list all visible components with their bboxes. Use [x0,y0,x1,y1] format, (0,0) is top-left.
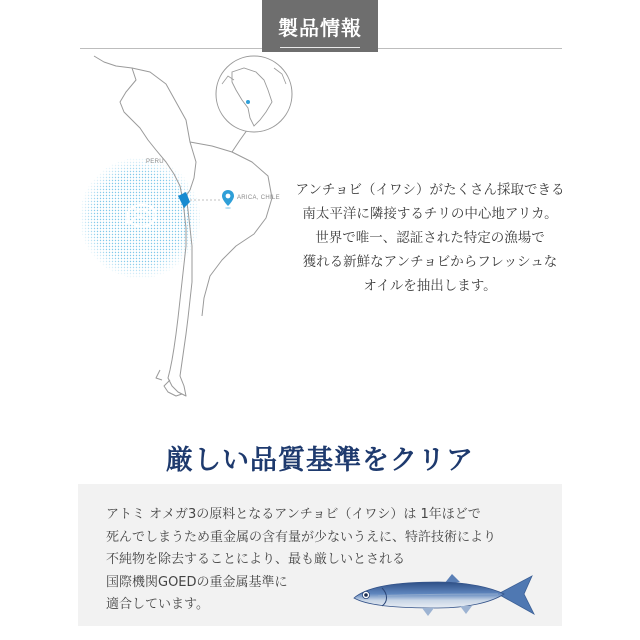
south-america-map [0,50,320,410]
header-tab [262,0,378,52]
description-line: オイルを抽出します。 [363,278,497,294]
info-line: 不純物を除去することにより、最も厳しいとされる [106,552,406,567]
page-title: 製品情報 [278,15,362,40]
info-line: アトミ オメガ3の原料となるアンチョビ（イワシ）は 1年ほどで [106,507,481,522]
info-line: 死んでしまうため重金属の含有量が少ないうえに、特許技術により [106,529,497,545]
location-pin-icon [222,190,234,209]
description-line: 世界で唯一、認証された特定の漁場で [315,230,545,246]
anchovy-fish-illustration [348,570,538,622]
info-line: 適合しています。 [106,597,209,612]
fishing-ground-area [80,158,200,278]
title-underline [280,47,360,48]
description-line: 南太平洋に隣接するチリの中心地アリカ。 [302,206,558,222]
info-line: 国際機関GOEDの重金属基準に [106,574,288,590]
quality-heading: 厳しい品質基準をクリア [166,445,474,476]
description-line: 獲れる新鮮なアンチョビからフレッシュな [302,254,558,270]
peru-label: PERU [146,159,164,165]
description-line: アンチョビ（イワシ）がたくさん採取できる [295,182,565,198]
globe-marker [246,100,250,104]
quality-info-box [78,484,562,626]
arica-label: ARICA, CHILE [237,195,280,201]
inland-border [190,142,272,316]
origin-description [280,178,580,298]
globe-icon [216,56,292,132]
